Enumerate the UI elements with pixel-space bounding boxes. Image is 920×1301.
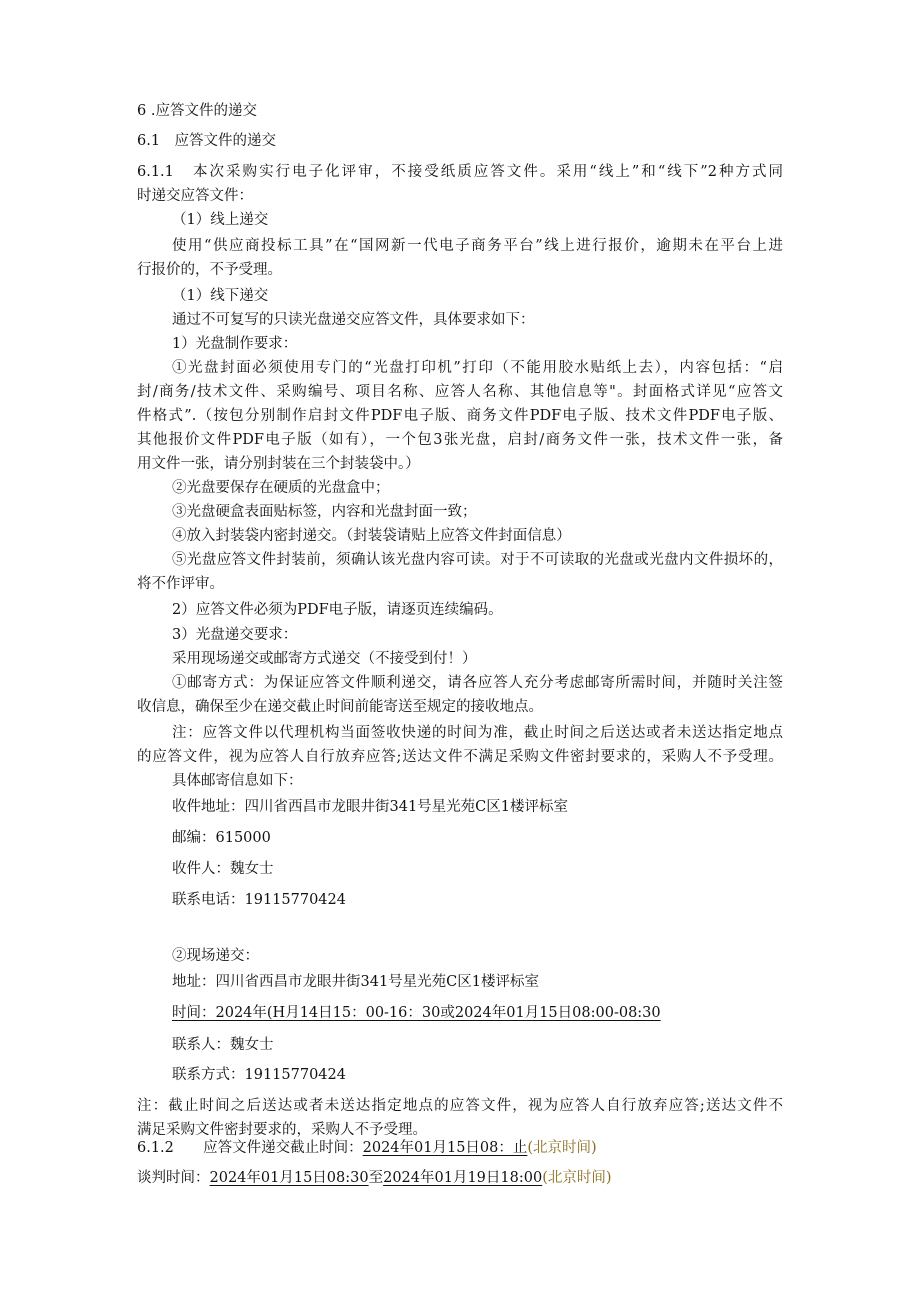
disc-req-5-line-1: ⑤光盘应答文件封装前，须确认该光盘内容可读。对于不可读取的光盘或光盘内文件损坏的， xyxy=(172,552,783,568)
onsite-submission-title: ②现场递交： xyxy=(172,948,259,964)
deadline-timezone: (北京时间) xyxy=(527,1140,597,1156)
note-1-line-1: 注：应答文件以代理机构当面签收快递的时间为准，截止时间之后送达或者未送达指定地点 xyxy=(172,725,783,741)
onsite-time: 时间：2024年(H月14日15：00-16：30或2024年01月15日08:00-08:30 xyxy=(172,1005,661,1021)
note-2-line-2: 满足采购文件密封要求的，采购人不予受理。 xyxy=(137,1122,427,1138)
disc-req-2: ②光盘要保存在硬质的光盘盒中； xyxy=(172,480,390,496)
offline-submission-intro: 通过不可复写的只读光盘递交应答文件，具体要求如下： xyxy=(172,312,535,328)
online-submission-line-2: 行报价的，不予受理。 xyxy=(137,262,282,278)
clause-6-1-2-number: 6.1.2 xyxy=(137,1140,174,1156)
online-submission-title: （1）线上递交 xyxy=(172,212,269,228)
deadline-time: 2024年01月15日08：止 xyxy=(362,1140,528,1156)
mail-postcode: 邮编：615000 xyxy=(172,830,271,846)
online-submission-line-1: 使用“供应商投标工具”在“国网新一代电子商务平台”线上进行报价，逾期未在平台上进 xyxy=(172,238,783,254)
deadline-label: 应答文件递交截止时间： xyxy=(203,1140,363,1156)
disc-req-1-line-4: 其他报价文件PDF电子版（如有），一个包3张光盘，启封/商务文件一张，技术文件一张，备 xyxy=(137,432,783,448)
clause-6-1-1-line-1: 本次采购实行电子化评审，不接受纸质应答文件。采用“线上”和“线下”2种方式同 xyxy=(193,164,783,180)
negotiation-label: 谈判时间： xyxy=(137,1170,210,1186)
negotiation-end: 2024年01月19日18:00 xyxy=(383,1170,543,1186)
mail-info-title: 具体邮寄信息如下： xyxy=(172,773,303,789)
disc-production-title: 1）光盘制作要求： xyxy=(172,336,298,352)
pdf-requirement: 2）应答文件必须为PDF电子版，请逐页连续编码。 xyxy=(172,602,503,618)
note-2-line-1: 注：截止时间之后送达或者未送达指定地点的应答文件，视为应答人自行放弃应答;送达文件不 xyxy=(137,1098,783,1114)
offline-submission-title: （1）线下递交 xyxy=(172,288,269,304)
note-1-line-2: 的应答文件，视为应答人自行放弃应答;送达文件不满足采购文件密封要求的，采购人不予受理。 xyxy=(137,749,783,765)
disc-req-4: ④放入封装袋内密封递交。（封装袋请贴上应答文件封面信息） xyxy=(172,528,571,544)
negotiation-to: 至 xyxy=(368,1170,384,1186)
mail-phone: 联系电话：19115770424 xyxy=(172,892,346,908)
onsite-phone: 联系方式：19115770424 xyxy=(172,1067,346,1083)
onsite-contact: 联系人：魏女士 xyxy=(172,1037,274,1053)
mail-method-line-2: 收信息，确保至少在递交截止时间前能寄送至规定的接收地点。 xyxy=(137,699,543,715)
disc-req-5-line-2: 将不作评审。 xyxy=(137,576,224,592)
clause-6-1-1-number: 6.1.1 xyxy=(137,164,174,180)
section-6-1-heading: 6.1 应答文件的递交 xyxy=(137,133,277,149)
disc-req-1-line-3: 件格式”.（按包分别制作启封文件PDF电子版、商务文件PDF电子版、技术文件PDF电子版、 xyxy=(137,408,783,424)
disc-req-3: ③光盘硬盒表面贴标签，内容和光盘封面一致； xyxy=(172,504,477,520)
submission-method: 采用现场递交或邮寄方式递交（不接受到付！） xyxy=(172,651,477,667)
onsite-address: 地址：四川省西昌市龙眼井街341号星光苑C区1楼评标室 xyxy=(172,974,539,990)
section-6-heading: 6 .应答文件的递交 xyxy=(137,103,257,119)
disc-submission-title: 3）光盘递交要求： xyxy=(172,627,298,643)
disc-req-1-line-2: 封/商务/技术文件、采购编号、项目名称、应答人名称、其他信息等"。封面格式详见“应答文 xyxy=(137,384,783,400)
negotiation-time-line xyxy=(137,1168,612,1188)
mail-recipient: 收件人：魏女士 xyxy=(172,861,274,877)
negotiation-timezone: (北京时间) xyxy=(542,1170,612,1186)
disc-req-1-line-1: ①光盘封面必须使用专门的“光盘打印机”打印（不能用胶水贴纸上去），内容包括：“启 xyxy=(172,360,783,376)
clause-6-1-1-line-2: 时递交应答文件： xyxy=(137,188,253,204)
negotiation-start: 2024年01月15日08:30 xyxy=(209,1170,369,1186)
mail-address: 收件地址：四川省西昌市龙眼井街341号星光苑C区1楼评标室 xyxy=(172,799,568,815)
mail-method-line-1: ①邮寄方式：为保证应答文件顺利递交，请各应答人充分考虑邮寄所需时间，并随时关注签 xyxy=(172,675,783,691)
disc-req-1-line-5: 用文件一张，请分别封装在三个封装袋中。） xyxy=(137,456,420,472)
clause-6-1-2 xyxy=(137,1138,597,1158)
